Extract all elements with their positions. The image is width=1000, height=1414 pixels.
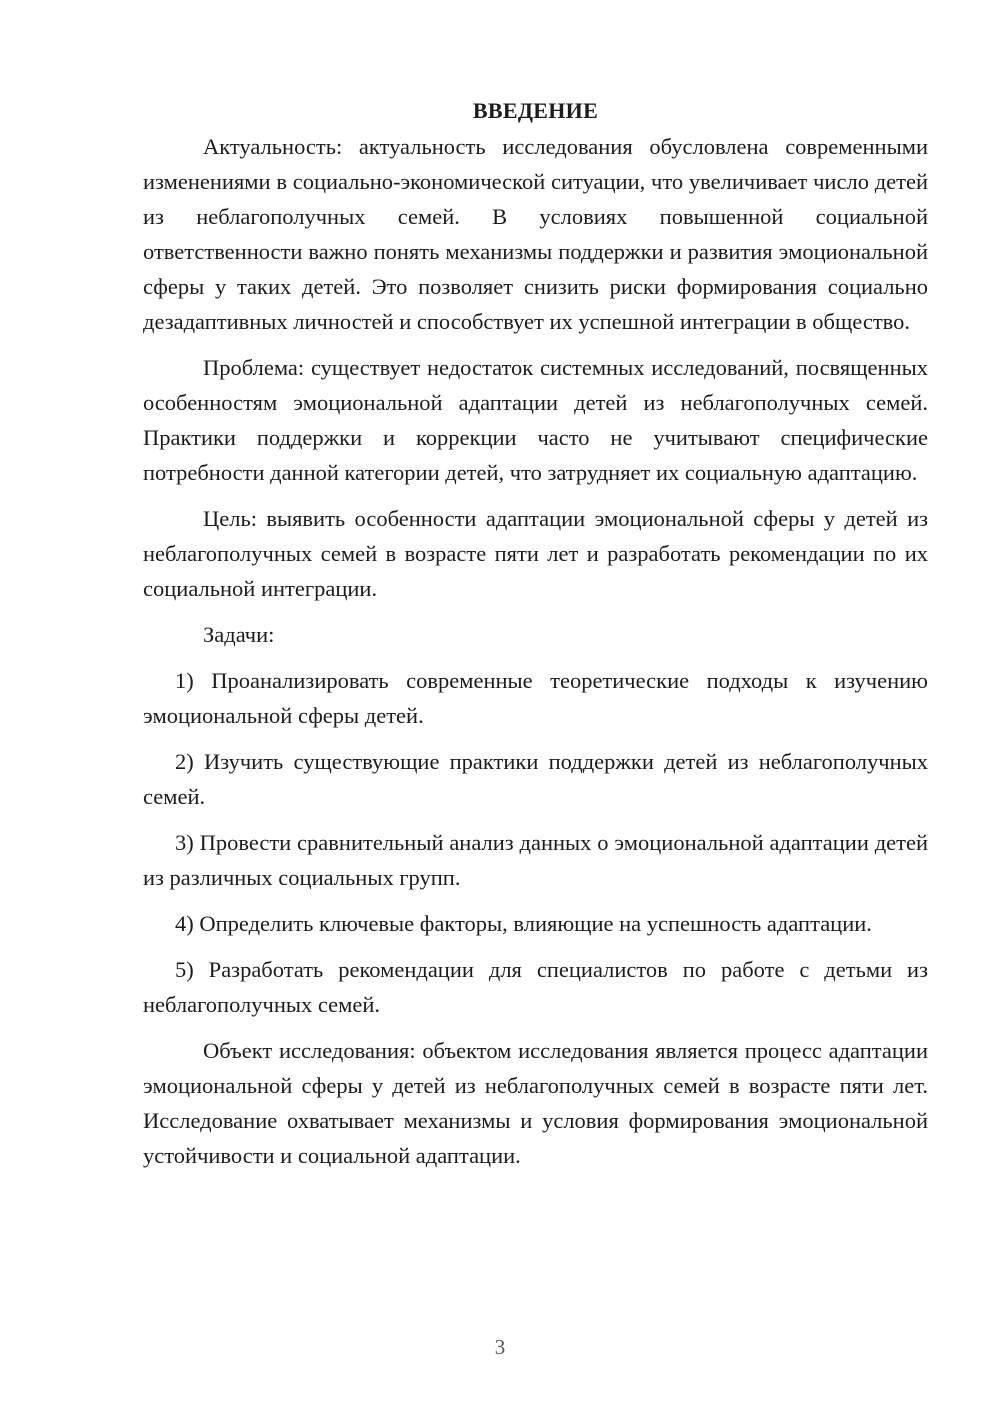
page-content [143,95,928,1184]
tasks-label: Задачи: [203,622,275,647]
task-item-4: 4) Определить ключевые факторы, влияющие на успешность адаптации. [175,911,872,936]
paragraph-goal: Цель: выявить особенности адаптации эмоциональной сферы у детей из неблагополучных семей в возрасте пяти лет и разработать рекомендации по их социальной интеграции. [143,506,928,601]
section-heading: ВВЕДЕНИЕ [472,98,599,123]
task-item-5: 5) Разработать рекомендации для специалистов по работе с детьми из неблагополучных семей. [143,957,928,1017]
paragraph-relevance: Актуальность: актуальность исследования обусловлена современными изменениями в социально-экономической ситуации, что увеличивает число детей из неблагополучных семей. В условиях повышенной социальной ответственности важно понять механизмы поддержки и развития эмоциональной сферы у таких детей. Это позволяет снизить риски формирования социально дезадаптивных личностей и способствует их успешной интеграции в общество. [143,134,928,334]
task-item-1: 1) Проанализировать современные теоретические подходы к изучению эмоциональной сферы детей. [143,668,928,728]
paragraph-object: Объект исследования: объектом исследования является процесс адаптации эмоциональной сферы у детей из неблагополучных семей в возрасте пяти лет. Исследование охватывает механизмы и условия формирования эмоциональной устойчивости и социальной адаптации. [143,1038,928,1168]
paragraph-problem: Проблема: существует недостаток системных исследований, посвященных особенностям эмоциональной адаптации детей из неблагополучных семей. Практики поддержки и коррекции часто не учитывают специфические потребности данной категории детей, что затрудняет их социальную адаптацию. [143,355,928,485]
page-number: 3 [494,1335,506,1359]
task-item-2: 2) Изучить существующие практики поддержки детей из неблагополучных семей. [143,749,928,809]
task-item-3: 3) Провести сравнительный анализ данных о эмоциональной адаптации детей из различных социальных групп. [143,830,928,890]
